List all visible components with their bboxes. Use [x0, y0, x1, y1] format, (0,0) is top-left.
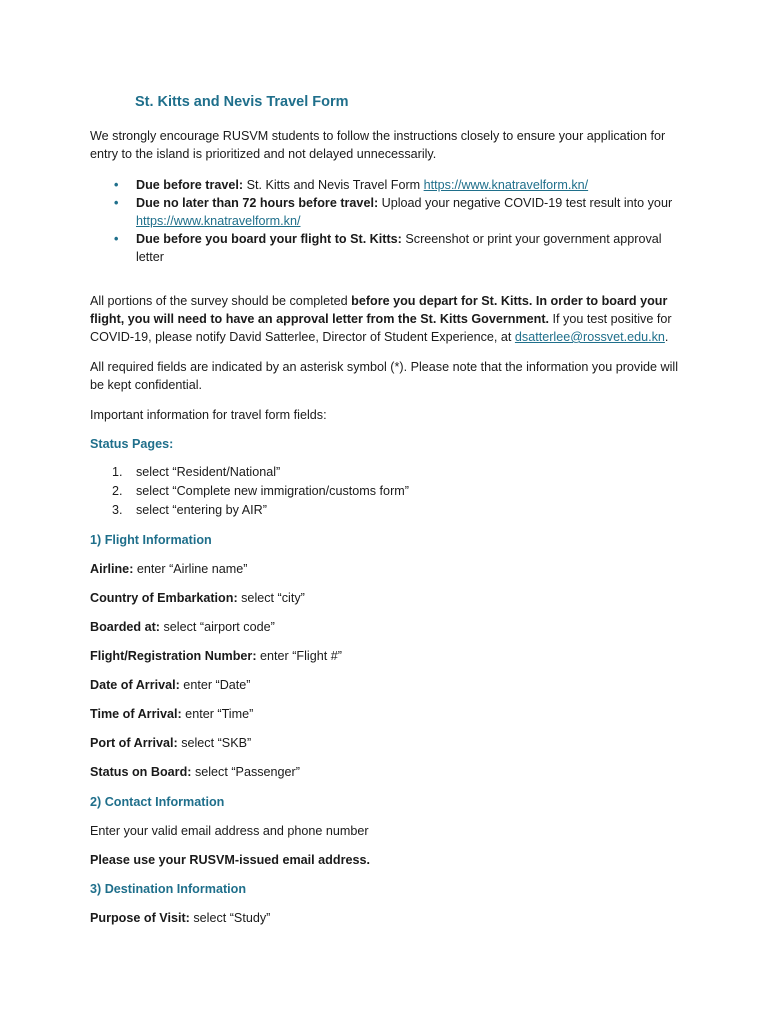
field-purpose-of-visit: [90, 909, 680, 927]
field-time-of-arrival: [90, 705, 680, 723]
field-airline: [90, 560, 680, 578]
survey-end: .: [664, 330, 669, 344]
field-port-of-arrival: [90, 734, 680, 752]
list-item: [90, 482, 680, 501]
bullet-icon: •: [114, 196, 119, 210]
list-item: [90, 194, 680, 230]
email-link[interactable]: dsatterlee@rossvet.edu.kn: [514, 330, 665, 344]
bullet-text: Screenshot or print your government approval letter: [136, 232, 662, 264]
field-label: Boarded at:: [90, 620, 160, 634]
step-number: 2.: [112, 484, 123, 498]
intro-paragraph: We strongly encourage RUSVM students to follow the instructions closely to ensure your application for entry to the island is prioritized and not delayed unnecessarily.: [90, 129, 666, 161]
field-label: Flight/Registration Number:: [90, 649, 257, 663]
contact-email-note: Please use your RUSVM-issued email address.: [90, 853, 370, 867]
field-value: enter “Time”: [181, 707, 254, 721]
step-text: select “entering by AIR”: [136, 503, 267, 517]
flight-info-heading: 1) Flight Information: [90, 533, 212, 547]
survey-text-post: If you test positive for COVID-19, please notify David Satterlee, Director of Student Experience, at: [90, 312, 672, 344]
survey-paragraph: [90, 292, 680, 346]
required-note: All required fields are indicated by an asterisk symbol (*). Please note that the information you provide will be kept confidential.: [90, 360, 679, 392]
bullet-text: Upload your negative COVID-19 test result into your: [378, 196, 673, 210]
bullet-label: Due no later than 72 hours before travel:: [136, 196, 379, 210]
page-title: St. Kitts and Nevis Travel Form: [135, 94, 349, 110]
list-item: [90, 176, 680, 194]
bullet-text: St. Kitts and Nevis Travel Form: [243, 178, 424, 192]
field-value: enter “Flight #”: [256, 649, 342, 663]
survey-text: All portions of the survey should be completed: [90, 294, 352, 308]
field-country-of-embarkation: [90, 589, 680, 607]
important-info-text: Important information for travel form fields:: [90, 408, 327, 422]
field-label: Purpose of Visit:: [90, 911, 190, 925]
field-label: Time of Arrival:: [90, 707, 182, 721]
field-value: enter “Airline name”: [133, 562, 248, 576]
field-label: Country of Embarkation:: [90, 591, 238, 605]
step-text: select “Complete new immigration/customs form”: [136, 484, 409, 498]
step-number: 3.: [112, 503, 123, 517]
list-item: [90, 501, 680, 520]
bullet-label: Due before travel:: [136, 178, 244, 192]
field-label: Airline:: [90, 562, 134, 576]
contact-text: Enter your valid email address and phone number: [90, 824, 369, 838]
destination-info-heading: 3) Destination Information: [90, 882, 247, 896]
field-label: Port of Arrival:: [90, 736, 178, 750]
bullet-label: Due before you board your flight to St. Kitts:: [136, 232, 402, 246]
deadline-list: [90, 176, 680, 266]
bullet-icon: •: [114, 178, 119, 192]
field-value: select “airport code”: [159, 620, 275, 634]
upload-form-link[interactable]: https://www.knatravelform.kn/: [136, 214, 301, 228]
list-item: [90, 230, 680, 266]
step-number: 1.: [112, 465, 123, 479]
status-pages-heading: Status Pages:: [90, 437, 174, 451]
field-value: select “city”: [237, 591, 305, 605]
field-status-on-board: [90, 763, 680, 781]
field-label: Status on Board:: [90, 765, 192, 779]
field-value: select “SKB”: [177, 736, 252, 750]
field-flight-number: [90, 647, 680, 665]
survey-bold-text: before you depart for St. Kitts. In order to board your flight, you will need to have an approval letter from the St. Kitts Government.: [90, 294, 668, 326]
bullet-icon: •: [114, 232, 119, 246]
field-label: Date of Arrival:: [90, 678, 180, 692]
status-steps-list: [90, 463, 680, 520]
field-date-of-arrival: [90, 676, 680, 694]
contact-info-heading: 2) Contact Information: [90, 795, 225, 809]
field-value: select “Passenger”: [191, 765, 300, 779]
list-item: [90, 463, 680, 482]
field-value: select “Study”: [189, 911, 271, 925]
travel-form-link[interactable]: https://www.knatravelform.kn/: [423, 178, 589, 192]
step-text: select “Resident/National”: [136, 465, 281, 479]
field-boarded-at: [90, 618, 680, 636]
field-value: enter “Date”: [179, 678, 251, 692]
